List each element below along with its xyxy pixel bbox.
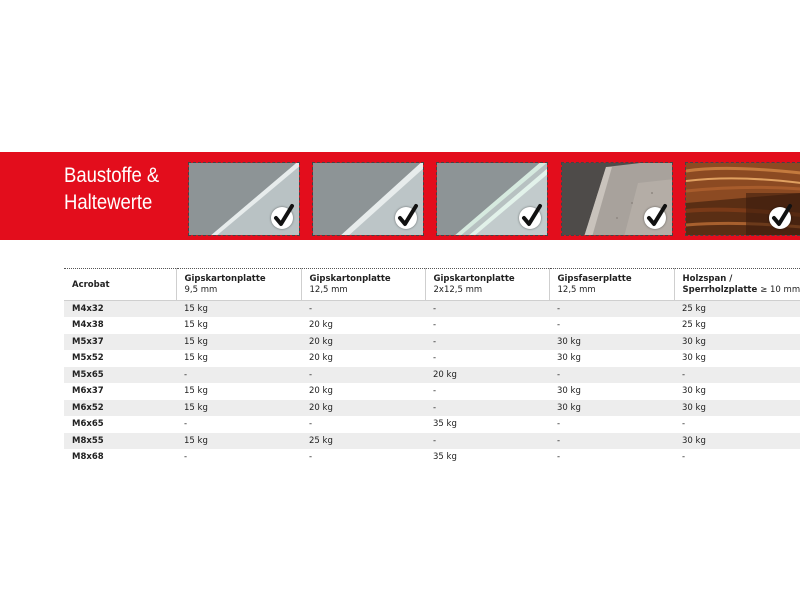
- load-value-cell: 30 kg: [549, 350, 674, 367]
- header-holzspan: [674, 269, 800, 301]
- load-value-cell: -: [425, 301, 549, 318]
- table-row: [64, 367, 800, 384]
- banner-title-line1: Baustoffe &: [64, 164, 160, 187]
- model-cell: M6x37: [64, 383, 176, 400]
- header-gipskarton-12-5: [301, 269, 425, 301]
- table-row: [64, 449, 800, 466]
- table-row: [64, 350, 800, 367]
- gipskarton-9-5-image: [188, 162, 300, 236]
- load-value-cell: -: [176, 416, 301, 433]
- load-value-cell: -: [549, 367, 674, 384]
- model-cell: M4x32: [64, 301, 176, 318]
- load-value-cell: 20 kg: [301, 334, 425, 351]
- header-title: Gipsfaserplatte: [557, 274, 632, 284]
- table-row: [64, 433, 800, 450]
- checkmark-icon: [519, 207, 541, 229]
- load-value-cell: 30 kg: [549, 334, 674, 351]
- load-value-cell: -: [549, 449, 674, 466]
- load-value-cell: 30 kg: [674, 400, 800, 417]
- table-row: [64, 416, 800, 433]
- load-value-cell: -: [674, 416, 800, 433]
- load-value-cell: -: [425, 334, 549, 351]
- table-header-row: [64, 269, 800, 301]
- load-value-cell: -: [425, 383, 549, 400]
- table-row: [64, 317, 800, 334]
- load-value-cell: 20 kg: [301, 400, 425, 417]
- load-value-cell: 25 kg: [674, 301, 800, 318]
- load-value-cell: -: [549, 317, 674, 334]
- load-value-cell: 15 kg: [176, 350, 301, 367]
- load-value-cell: 30 kg: [549, 383, 674, 400]
- load-value-cell: -: [425, 317, 549, 334]
- model-cell: M5x52: [64, 350, 176, 367]
- header-sub: 12,5 mm: [557, 285, 596, 295]
- load-value-cell: -: [176, 367, 301, 384]
- gipskarton-2x12-5-image: [436, 162, 548, 236]
- checkmark-icon: [395, 207, 417, 229]
- banner-title-line2: Haltewerte: [64, 191, 153, 214]
- table-row: [64, 400, 800, 417]
- load-value-cell: 20 kg: [301, 383, 425, 400]
- load-value-cell: 15 kg: [176, 383, 301, 400]
- load-value-cell: -: [301, 449, 425, 466]
- header-gipskarton-2x12-5: [425, 269, 549, 301]
- holzspan-image: [685, 162, 800, 236]
- load-value-cell: -: [176, 449, 301, 466]
- model-cell: M4x38: [64, 317, 176, 334]
- header-title: Gipskartonplatte: [184, 274, 266, 284]
- header-sub: 12,5 mm: [309, 285, 348, 295]
- load-value-cell: 15 kg: [176, 317, 301, 334]
- header-sub: 9,5 mm: [184, 285, 218, 295]
- load-value-cell: -: [674, 449, 800, 466]
- load-value-cell: 20 kg: [301, 317, 425, 334]
- gipskarton-12-5-image: [312, 162, 424, 236]
- load-value-cell: -: [301, 301, 425, 318]
- load-value-cell: -: [425, 433, 549, 450]
- gipsfaser-image: [561, 162, 673, 236]
- header-sub: 2x12,5 mm: [433, 285, 483, 295]
- header-title: Gipskartonplatte: [309, 274, 391, 284]
- checkmark-icon: [644, 207, 666, 229]
- load-value-cell: 35 kg: [425, 416, 549, 433]
- load-value-cell: 15 kg: [176, 433, 301, 450]
- header-sub: ≥ 10 mm: [760, 285, 800, 295]
- load-value-cell: 15 kg: [176, 334, 301, 351]
- load-value-cell: 30 kg: [674, 334, 800, 351]
- load-value-cell: -: [425, 400, 549, 417]
- load-value-cell: 30 kg: [549, 400, 674, 417]
- header-title: Holzspan /: [682, 274, 733, 284]
- header-gipsfaser: [549, 269, 674, 301]
- header-title2: Sperrholzplatte: [682, 285, 758, 295]
- load-value-cell: 15 kg: [176, 301, 301, 318]
- model-cell: M8x55: [64, 433, 176, 450]
- load-value-cell: 20 kg: [425, 367, 549, 384]
- checkmark-icon: [769, 207, 791, 229]
- header-title: Gipskartonplatte: [433, 274, 515, 284]
- load-value-cell: -: [301, 367, 425, 384]
- load-value-cell: -: [549, 301, 674, 318]
- model-cell: M5x65: [64, 367, 176, 384]
- load-value-cell: 30 kg: [674, 350, 800, 367]
- load-value-cell: 35 kg: [425, 449, 549, 466]
- load-value-cell: -: [425, 350, 549, 367]
- load-value-cell: 25 kg: [674, 317, 800, 334]
- model-cell: M5x37: [64, 334, 176, 351]
- load-value-cell: -: [301, 416, 425, 433]
- load-value-cell: 20 kg: [301, 350, 425, 367]
- load-value-cell: -: [549, 416, 674, 433]
- load-value-cell: 25 kg: [301, 433, 425, 450]
- header-gipskarton-9-5: [176, 269, 301, 301]
- load-value-cell: -: [674, 367, 800, 384]
- load-value-cell: -: [549, 433, 674, 450]
- model-cell: M6x65: [64, 416, 176, 433]
- load-values-table: [64, 268, 800, 466]
- header-acrobat: Acrobat: [64, 269, 176, 301]
- load-value-cell: 30 kg: [674, 433, 800, 450]
- model-cell: M8x68: [64, 449, 176, 466]
- banner-title: [64, 162, 159, 216]
- model-cell: M6x52: [64, 400, 176, 417]
- load-value-cell: 15 kg: [176, 400, 301, 417]
- table-row: [64, 383, 800, 400]
- load-value-cell: 30 kg: [674, 383, 800, 400]
- table-row: [64, 301, 800, 318]
- table-row: [64, 334, 800, 351]
- checkmark-icon: [271, 207, 293, 229]
